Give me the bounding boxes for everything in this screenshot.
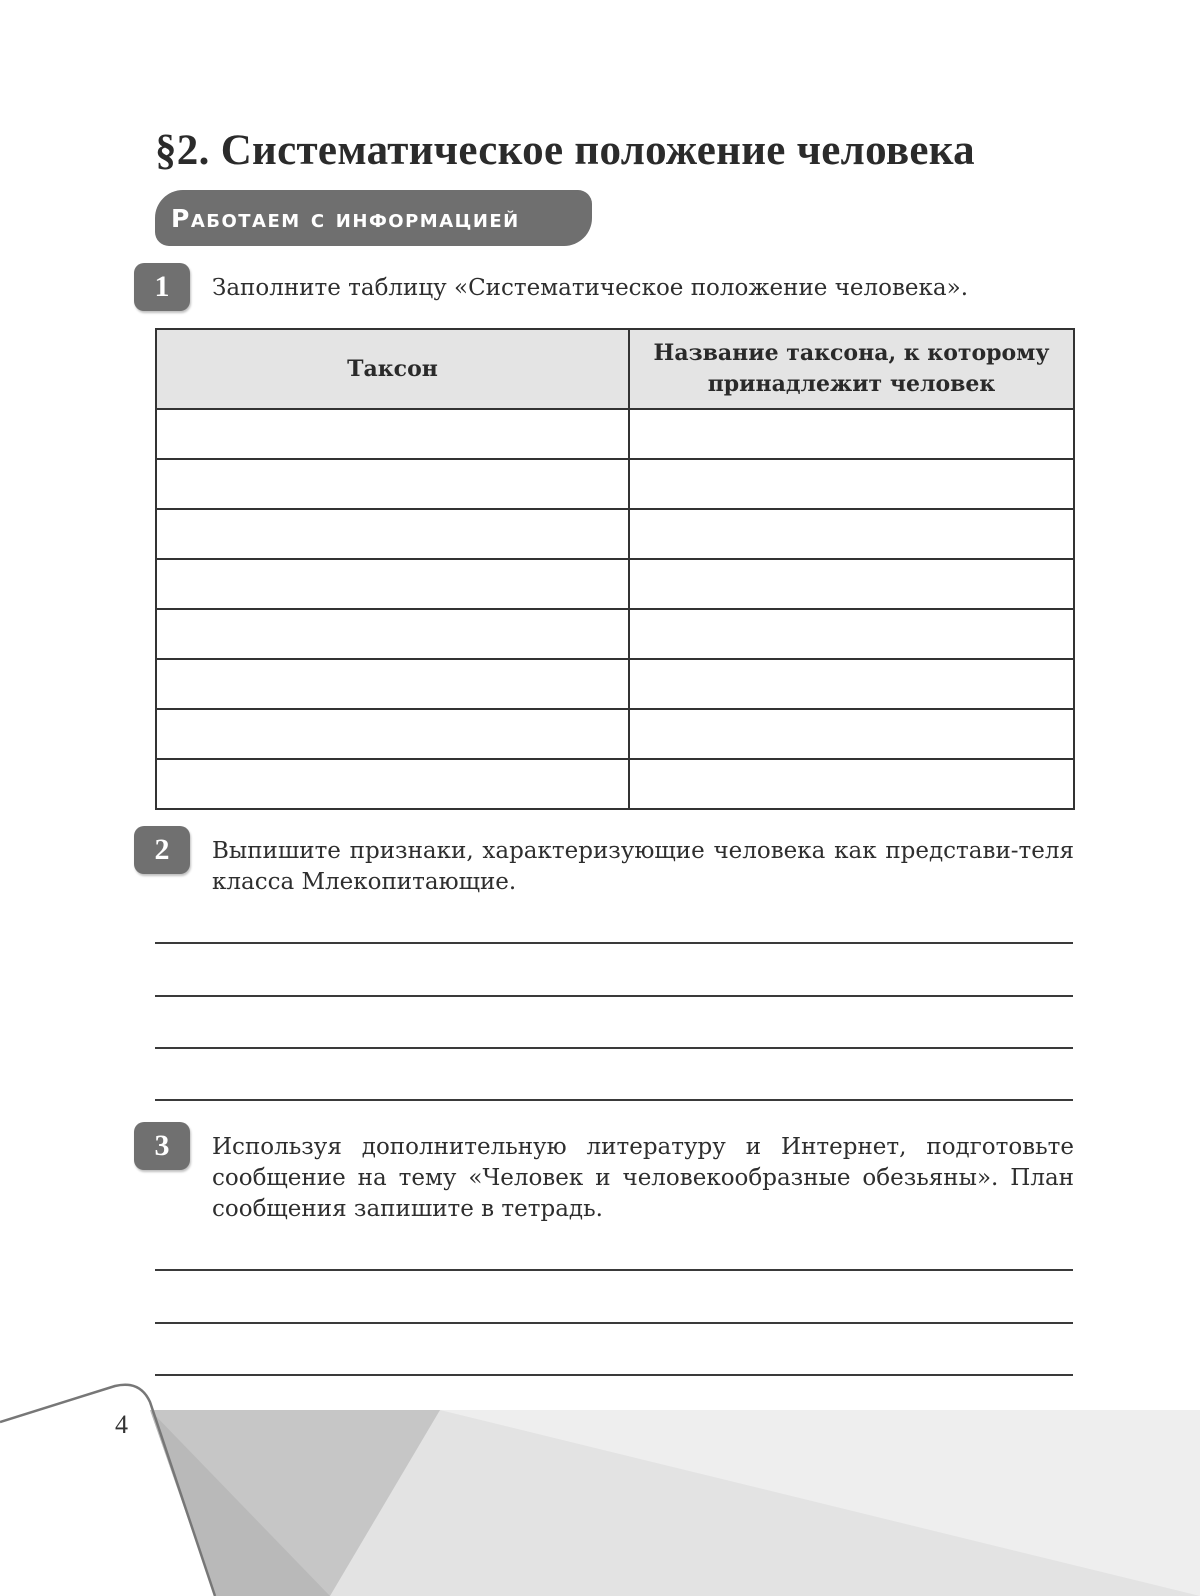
table-row	[156, 509, 1074, 559]
table-cell-taxon[interactable]	[156, 659, 629, 709]
table-cell-taxon[interactable]	[156, 509, 629, 559]
task-1-number-badge: 1	[134, 263, 190, 311]
table-row	[156, 559, 1074, 609]
answer-line[interactable]	[155, 1269, 1073, 1271]
table-cell-name[interactable]	[629, 409, 1074, 459]
footer-decoration	[0, 1380, 1200, 1596]
table-cell-name[interactable]	[629, 609, 1074, 659]
header-taxon-name: Название таксона, к которому принадлежит человек	[629, 329, 1074, 409]
table-cell-taxon[interactable]	[156, 559, 629, 609]
answer-line[interactable]	[155, 942, 1073, 944]
task-2-number-badge: 2	[134, 826, 190, 874]
table-row	[156, 709, 1074, 759]
table-cell-name[interactable]	[629, 509, 1074, 559]
table-cell-taxon[interactable]	[156, 459, 629, 509]
page-number: 4	[115, 1410, 128, 1439]
table-header-row	[156, 329, 1074, 409]
table-cell-name[interactable]	[629, 759, 1074, 809]
answer-line[interactable]	[155, 1322, 1073, 1324]
section-title: §2. Систематическое положение человека	[155, 127, 975, 174]
table-cell-taxon[interactable]	[156, 609, 629, 659]
answer-line[interactable]	[155, 995, 1073, 997]
table-cell-taxon[interactable]	[156, 409, 629, 459]
table-row	[156, 409, 1074, 459]
task-2-text: Выпишите признаки, характеризующие человека как представи-теля класса Млекопитающие.	[212, 838, 1074, 895]
table-cell-name[interactable]	[629, 709, 1074, 759]
task-3-number-badge: 3	[134, 1122, 190, 1170]
table-cell-name[interactable]	[629, 659, 1074, 709]
task-3-text: Используя дополнительную литературу и Интернет, подготовьте сообщение на тему «Человек и человекообразные обезьяны». План сообщения запишите в тетрадь.	[212, 1134, 1074, 1222]
table-cell-name[interactable]	[629, 459, 1074, 509]
table-row	[156, 609, 1074, 659]
header-taxon: Таксон	[156, 329, 629, 409]
table-cell-taxon[interactable]	[156, 759, 629, 809]
answer-line[interactable]	[155, 1374, 1073, 1376]
table-cell-name[interactable]	[629, 559, 1074, 609]
task-1-text: Заполните таблицу «Систематическое положение человека».	[212, 275, 969, 301]
answer-line[interactable]	[155, 1047, 1073, 1049]
taxon-table	[155, 328, 1075, 810]
table-cell-taxon[interactable]	[156, 709, 629, 759]
table-row	[156, 659, 1074, 709]
answer-line[interactable]	[155, 1099, 1073, 1101]
section-banner-label: Работаем с информацией	[171, 203, 520, 233]
table-row	[156, 759, 1074, 809]
section-banner	[155, 190, 592, 246]
table-row	[156, 459, 1074, 509]
